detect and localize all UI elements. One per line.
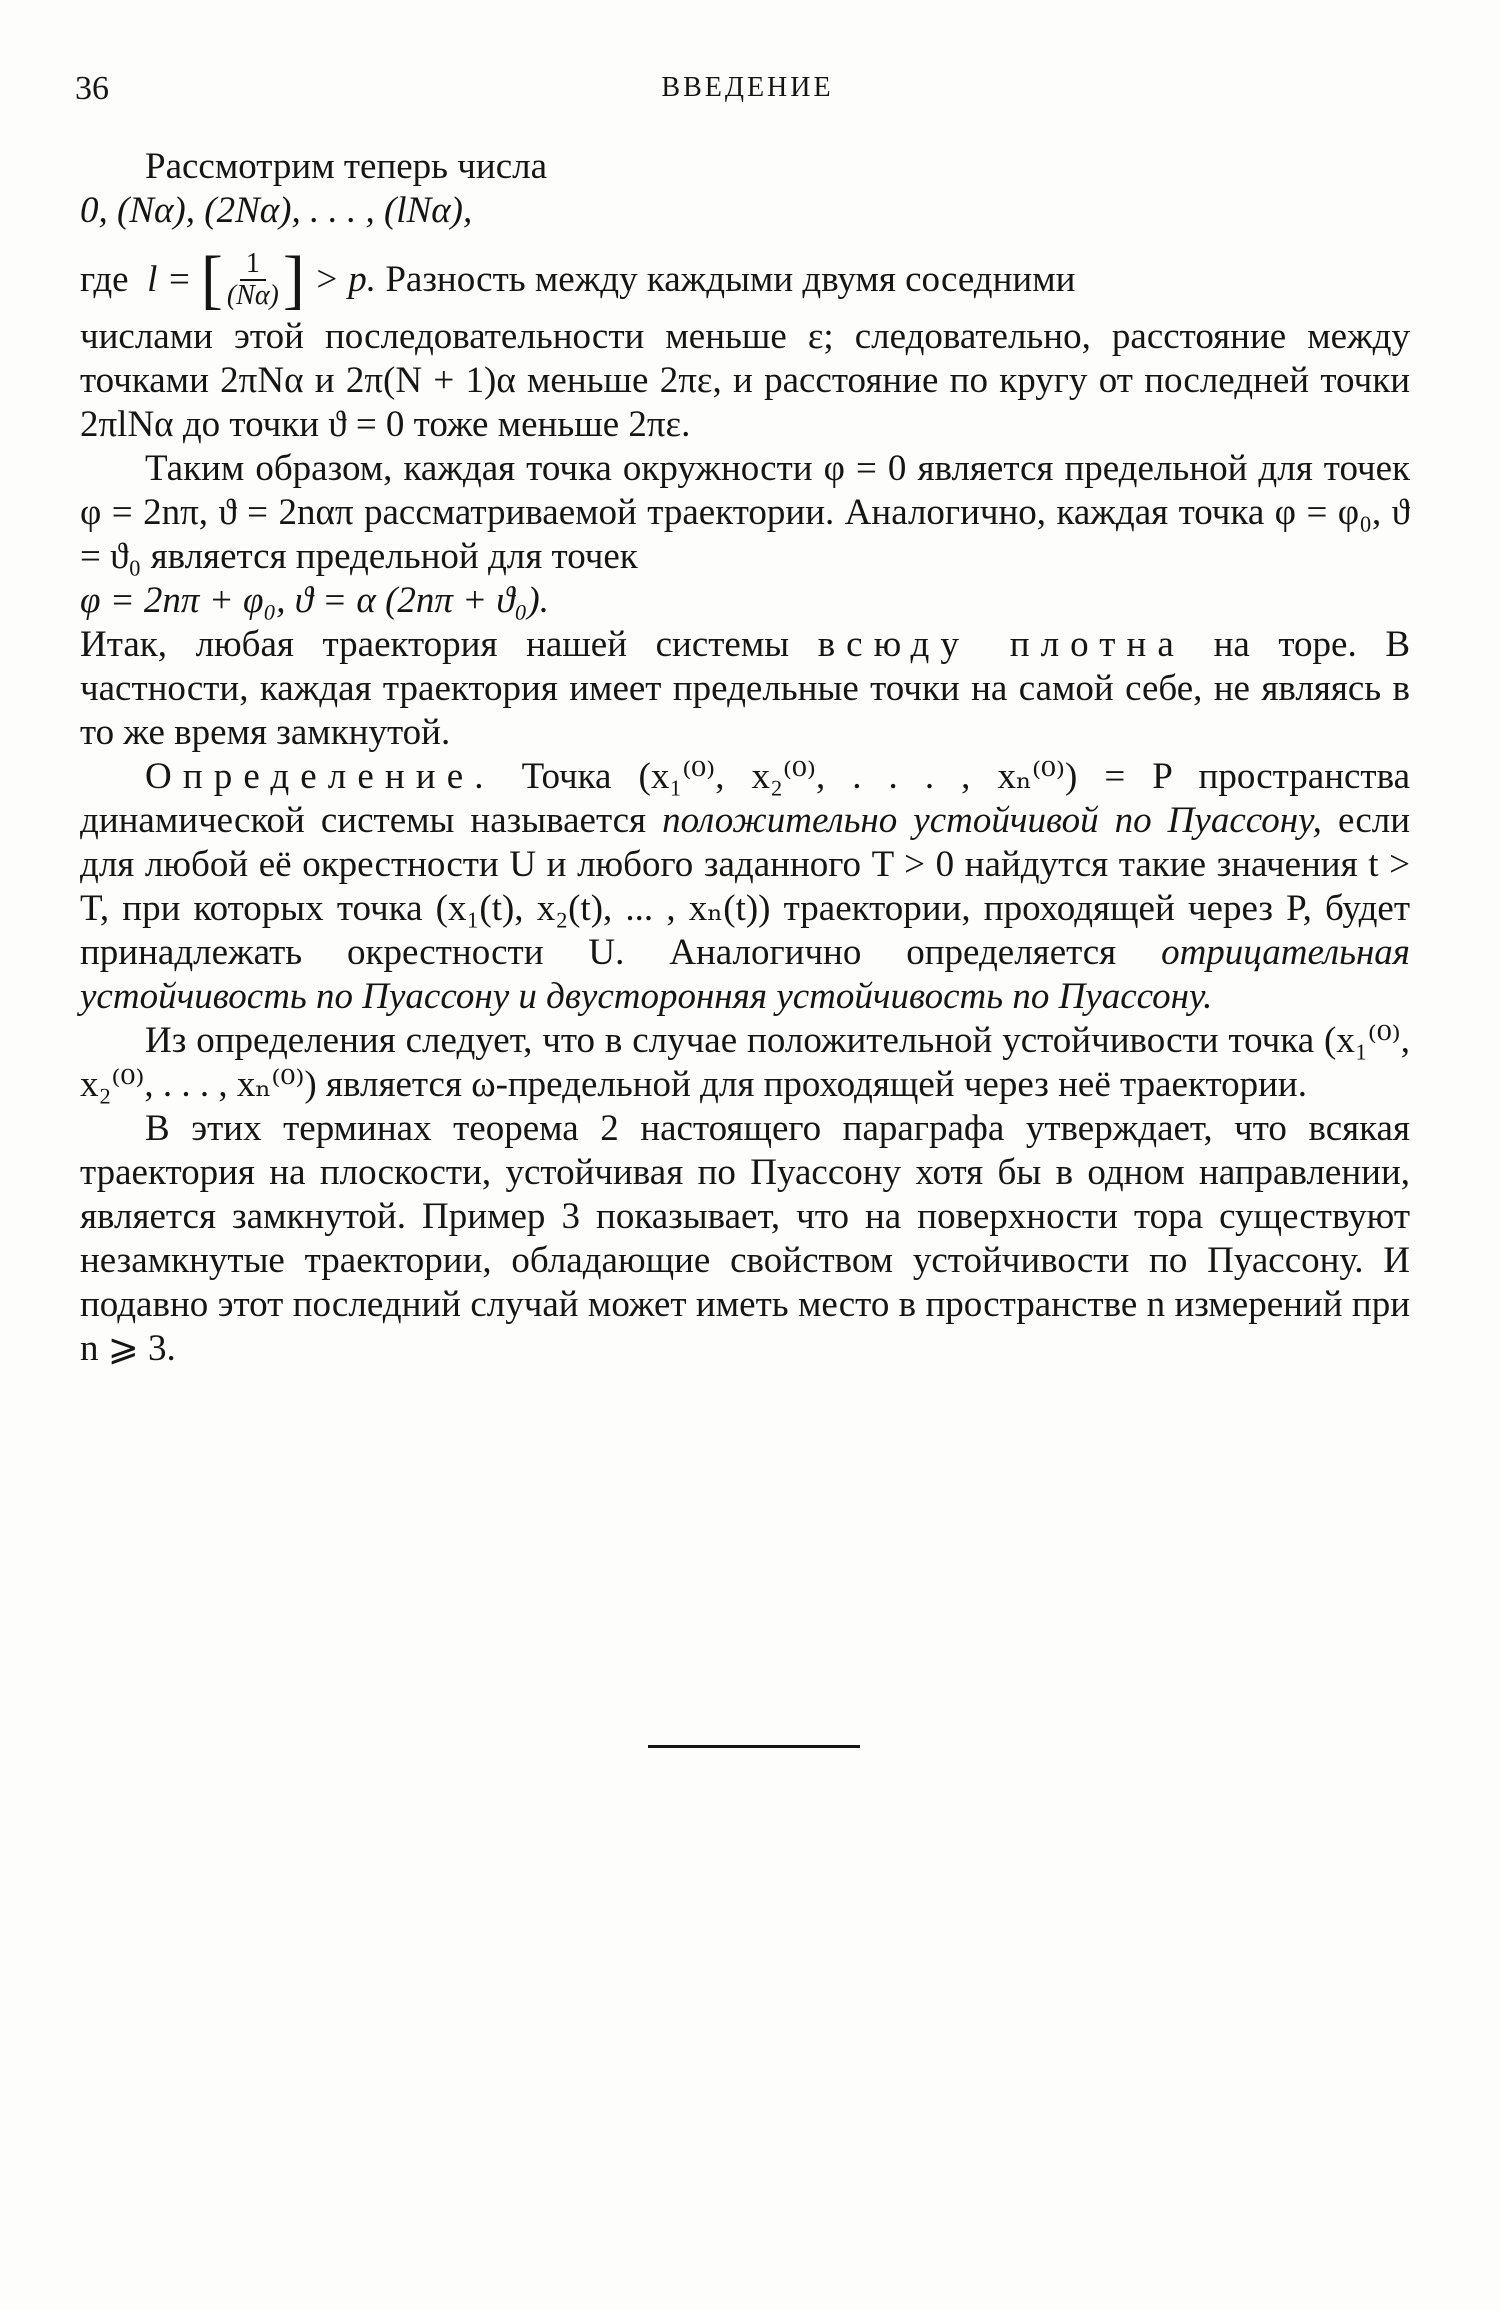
right-bracket: ] (282, 243, 305, 316)
paragraph-7: В этих терминах теорема 2 настоящего параграфа утверждает, что всякая траектория на плоскости, устойчивая по Пуассону хотя бы в одном направлении, является замкнутой. Пример 3 показывает, что на поверхности тора существуют незамкнутые траектории, обладающие свойством устойчивости по Пуассону. И подавно этот последний случай может иметь место в пространстве n измерений при n ⩾ 3. (80, 1108, 1410, 1369)
p4-spaced-emphasis: всюду плотна (817, 624, 1185, 665)
running-head: ВВЕДЕНИЕ (661, 72, 834, 103)
page-number: 36 (75, 70, 109, 107)
definition-italic-2: отрицательная устойчивость по Пуассону и двусторонняя устойчивость по Пуассону. (80, 932, 1410, 1017)
fraction-numerator: 1 (240, 249, 266, 281)
paragraph-definition (80, 755, 1410, 1019)
paragraph-3: Таким образом, каждая точка окружности φ = 0 является предельной для точек φ = 2nπ, ϑ = 2nαπ рассматриваемой траектории. Аналогично, каждая точка φ = φ₀, ϑ = ϑ₀ является предельной для точек (80, 448, 1410, 577)
l-equals: l = (147, 259, 192, 300)
p4-part-b: на торе. В частности, каждая траектория имеет предельные точки на самой себе, не являясь в то же время замкнутой. (80, 624, 1411, 753)
definition-part-a: Точка (x₁⁽⁰⁾, x₂⁽⁰⁾, . . . , xₙ⁽⁰⁾) = P пространства динамической системы называется (80, 756, 1411, 841)
gt-p: > p. (314, 259, 377, 300)
definition-of-l (80, 243, 1410, 316)
paragraph-6: Из определения следует, что в случае положительной устойчивости точка (x₁⁽⁰⁾, x₂⁽⁰⁾, . . . , xₙ⁽⁰⁾) является ω-предельной для проходящей через неё траектории. (80, 1020, 1410, 1105)
fraction (227, 249, 279, 311)
formula-limit-points: φ = 2nπ + φ₀, ϑ = α (2nπ + ϑ₀). (80, 580, 549, 621)
paragraph-4 (80, 623, 1410, 755)
page-header (75, 70, 1420, 120)
paragraph-2-line-1: Разность между каждыми двумя соседними (385, 259, 1076, 300)
paragraph-2: числами этой последовательности меньше ε; следовательно, расстояние между точками 2πNα и 2π(N + 1)α меньше 2πε, и расстояние по кругу от последней точки 2πlNα до точки ϑ = 0 тоже меньше 2πε. (80, 316, 1410, 445)
definition-italic-1: положительно устойчивой по Пуассону, (662, 800, 1322, 841)
end-rule (648, 1745, 860, 1748)
definition-part-b: если для любой её окрестности U и любого заданного T > 0 найдутся такие значения t > T, при которых точка (x₁(t), x₂(t), ... , xₙ(t)) траектории, проходящей через P, будет принадлежать окрестности U. Аналогично определяется (80, 800, 1411, 973)
definition-term: Определение. (145, 756, 495, 797)
page-body (80, 145, 1410, 1371)
left-bracket: [ (200, 243, 223, 316)
paragraph-intro: Рассмотрим теперь числа (145, 146, 548, 187)
fraction-denominator: (Nα) (226, 280, 279, 311)
p4-part-a: Итак, любая траектория нашей системы (80, 624, 790, 665)
where-word: где (80, 259, 129, 300)
formula-sequence: 0, (Nα), (2Nα), . . . , (lNα), (80, 190, 473, 231)
